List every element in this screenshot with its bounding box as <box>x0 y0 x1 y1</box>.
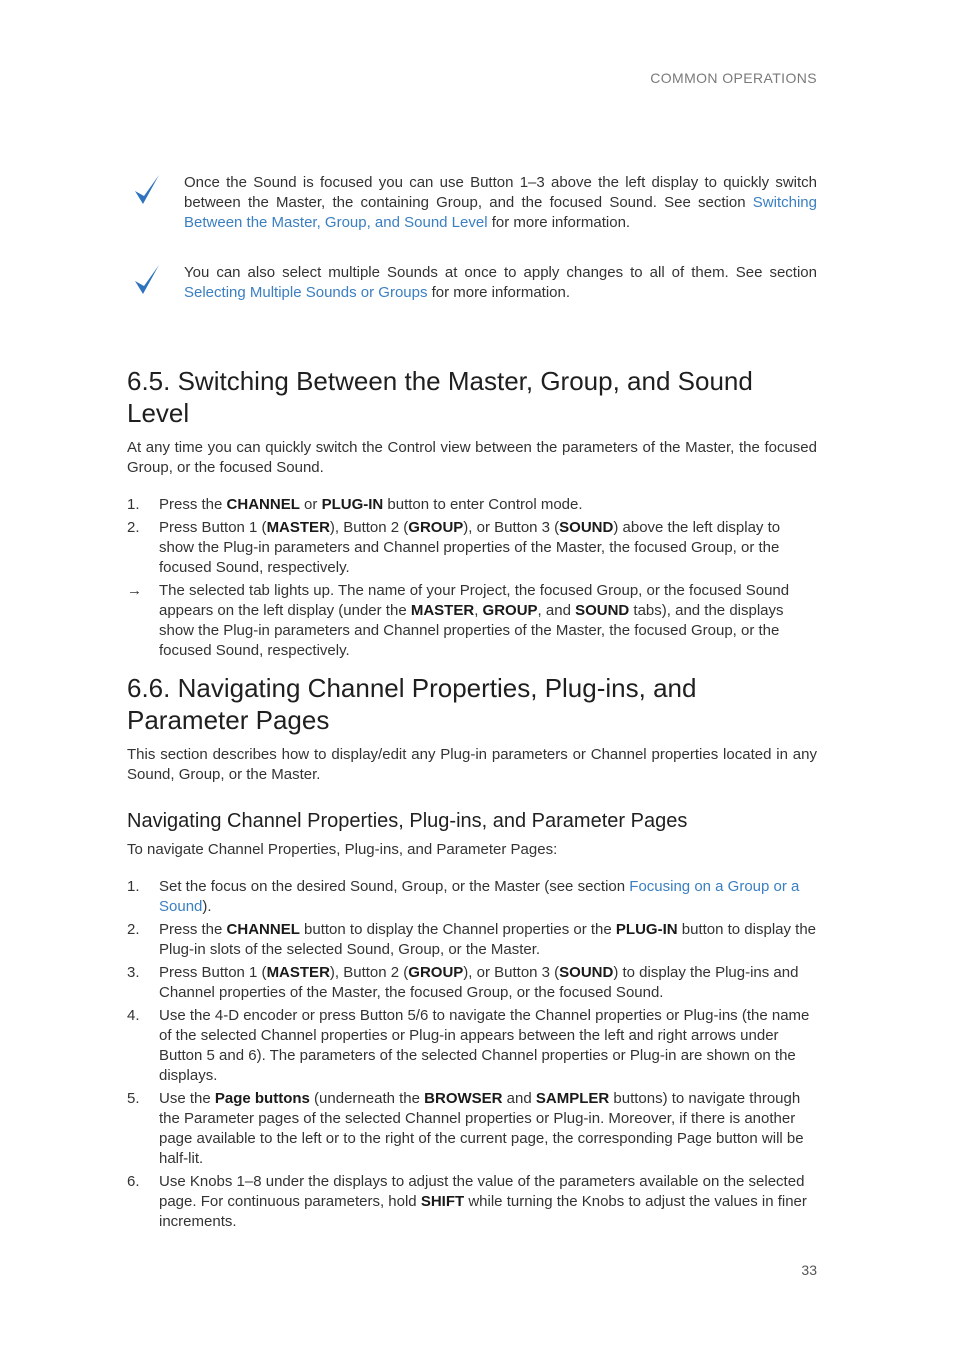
link-focusing-group-sound[interactable]: Focusing on a Group or a Sound <box>159 878 800 915</box>
running-header: COMMON OPERATIONS <box>650 70 817 86</box>
list-item: 3. Press Button 1 (MASTER), Button 2 (GROUP), or Button 3 (SOUND) to display the Plug-ins and Channel properties of the Master, the focused Group, or the focused Sound. <box>127 964 799 1001</box>
list-item: 1. Set the focus on the desired Sound, Group, or the Master (see section Focusing on a Group or a Sound). <box>127 878 800 915</box>
page-number: 33 <box>801 1262 817 1278</box>
list-item: 2. Press the CHANNEL button to display the Channel properties or the PLUG-IN button to display the Plug-in slots of the selected Sound, Group, or the Master. <box>127 921 817 958</box>
section-intro: This section describes how to display/edit any Plug-in parameters or Channel properties located in any Sound, Group, or the Master. <box>127 746 817 783</box>
tip-text: You can also select multiple Sounds at once to apply changes to all of them. See section Selecting Multiple Sounds or Groups for more information. <box>184 264 817 301</box>
list-item: 4. Use the 4-D encoder or press Button 5/6 to navigate the Channel properties or Plug-ins (the name of the selected Channel properties or Plug-in appears between the left and right arrows under Button 5 and 6). The parameters of the selected Channel properties or Plug-in are shown on the displays. <box>127 1007 810 1084</box>
list-item: 5. Use the Page buttons (underneath the BROWSER and SAMPLER buttons) to navigate through the Parameter pages of the selected Channel properties or Plug-in. Moreover, if there is another page available to the left or to the right of the current page, the corresponding Page button will be half-lit. <box>127 1090 804 1167</box>
section-title: 6.5. Switching Between the Master, Group, and Sound Level <box>127 366 753 428</box>
result-list <box>127 581 817 661</box>
list-item: 6. Use Knobs 1–8 under the displays to adjust the value of the parameters available on the selected page. For continuous parameters, hold SHIFT while turning the Knobs to adjust the values in finer increments. <box>127 1173 807 1230</box>
list-item: → The selected tab lights up. The name of your Project, the focused Group, or the focused Sound appears on the left display (under the MASTER, GROUP, and SOUND tabs), and the displays show the Plug-in parameters and Channel properties of the Master, the focused Group, or the focused Sound, respectively. <box>127 582 790 659</box>
tip-text: Once the Sound is focused you can use Button 1–3 above the left display to quickly switch between the Master, the containing Group, and the focused Sound. See section Switching Between the Master, Group, and Sound Level for more information. <box>184 174 817 231</box>
list-item: 2. Press Button 1 (MASTER), Button 2 (GROUP), or Button 3 (SOUND) above the left display to show the Plug-in parameters and Channel properties of the Master, the focused Group, or the focused Sound, respectively. <box>127 519 781 576</box>
section-intro: At any time you can quickly switch the Control view between the parameters of the Master, the focused Group, or the focused Sound. <box>127 439 817 476</box>
steps-list <box>127 877 817 1232</box>
list-item: 1. Press the CHANNEL or PLUG-IN button to enter Control mode. <box>127 496 583 513</box>
tip-note <box>127 263 817 303</box>
arrow-icon: → <box>127 582 142 599</box>
checkmark-icon <box>133 263 161 297</box>
tip-note <box>127 173 817 233</box>
section-6-5 <box>127 365 817 664</box>
subsection-intro: To navigate Channel Properties, Plug-ins, and Parameter Pages: <box>127 841 558 858</box>
section-title: 6.6. Navigating Channel Properties, Plug-ins, and Parameter Pages <box>127 673 697 735</box>
section-6-6 <box>127 672 817 1235</box>
link-switching-levels[interactable]: Switching Between the Master, Group, and Sound Level <box>184 194 817 231</box>
checkmark-icon <box>133 173 161 207</box>
steps-list <box>127 495 817 578</box>
link-selecting-multiple[interactable]: Selecting Multiple Sounds or Groups <box>184 284 428 301</box>
subsection-heading: Navigating Channel Properties, Plug-ins, and Parameter Pages <box>127 810 688 832</box>
